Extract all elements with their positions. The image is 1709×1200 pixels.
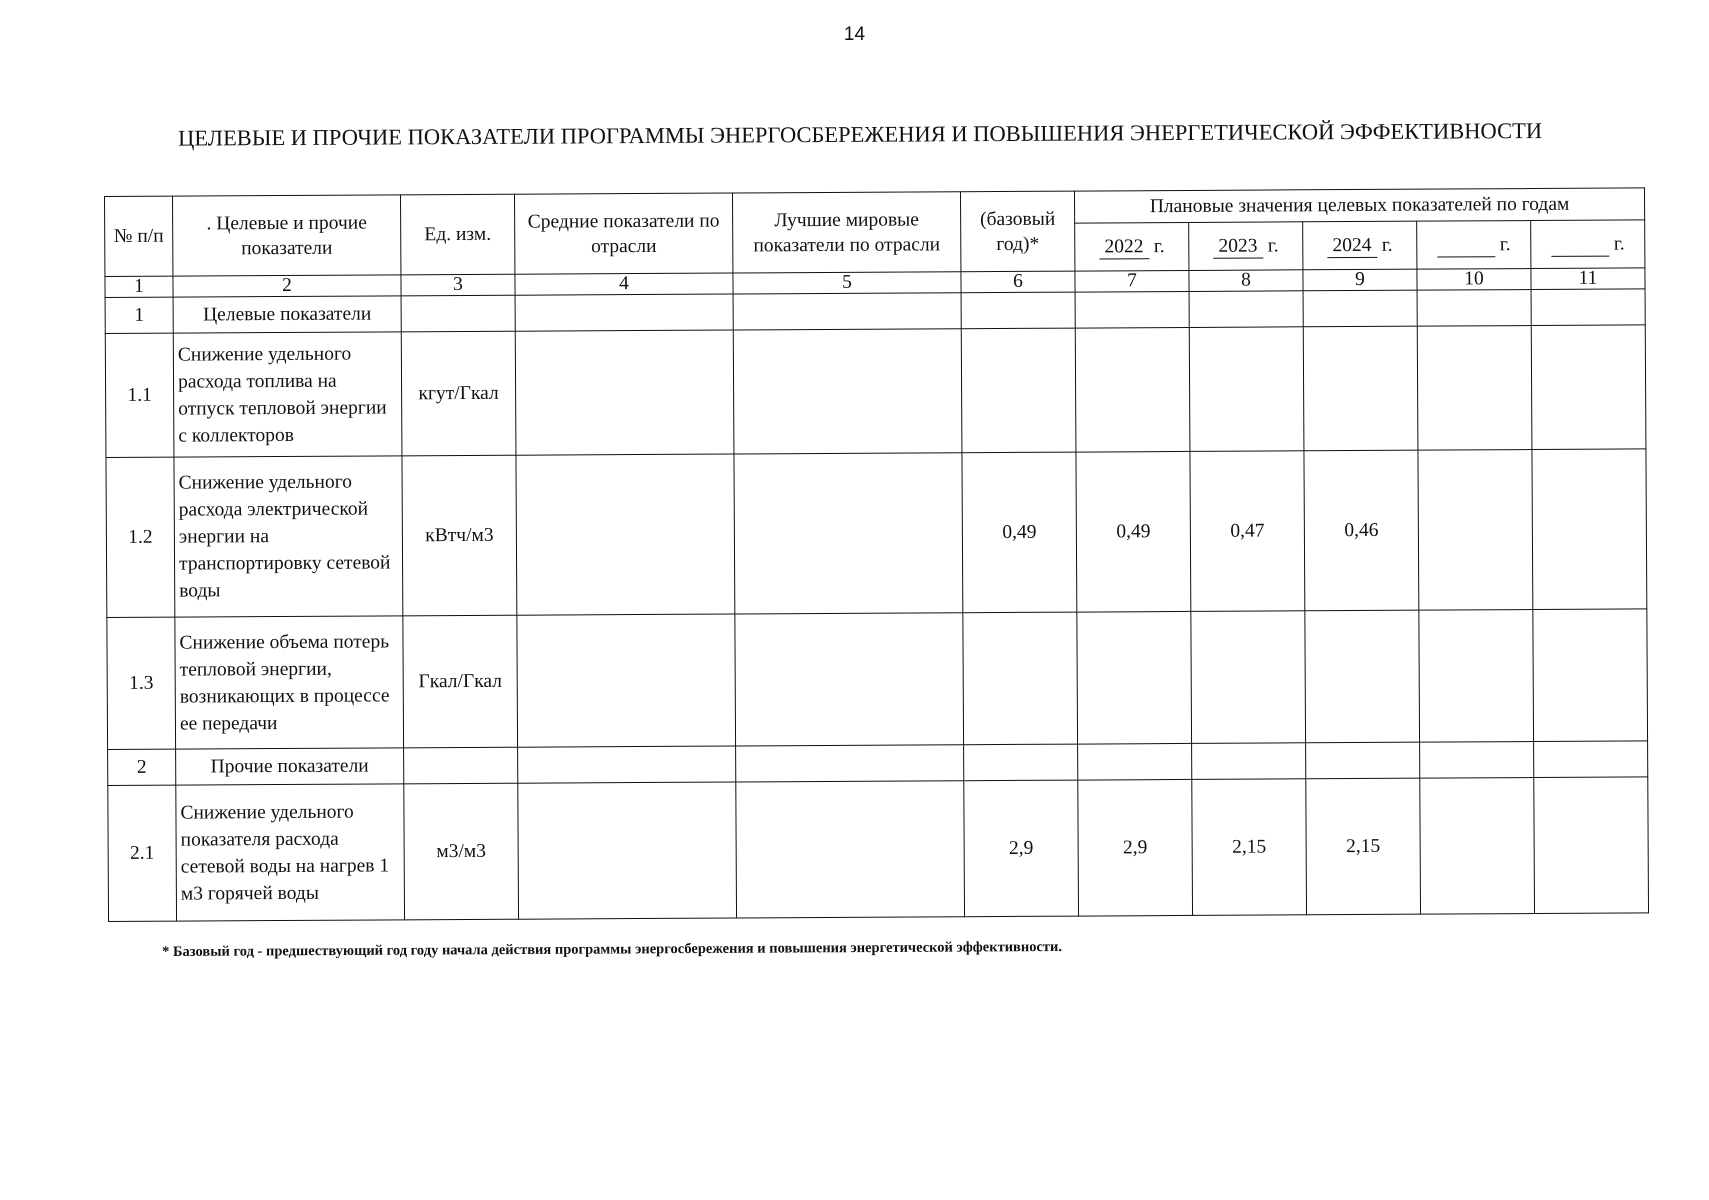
row-year-3-value: [1303, 290, 1417, 327]
row-year-3-value: [1306, 742, 1420, 779]
column-number: 5: [733, 272, 961, 294]
row-industry-average: [516, 454, 735, 615]
header-year-1: [1075, 222, 1189, 271]
row-indicator: Снижение удельного расхода топлива на отпуск тепловой энергии с коллекторов: [173, 332, 402, 457]
row-year-2-value: 2,15: [1192, 779, 1307, 916]
row-indicator: Целевые показатели: [173, 296, 401, 333]
indicators-table: [104, 187, 1649, 922]
row-year-4-value: [1418, 450, 1533, 611]
row-indicator: Снижение удельного расхода электрической энергии на транспортировку сетевой воды: [174, 456, 403, 617]
row-year-1-value: [1078, 743, 1192, 780]
row-year-5-value: [1533, 609, 1648, 742]
row-year-5-value: [1534, 741, 1648, 778]
row-industry-average: [518, 746, 736, 783]
row-year-3-value: [1305, 610, 1420, 743]
row-base-value: [961, 292, 1075, 329]
row-year-3-value: [1303, 326, 1418, 451]
column-number: 6: [961, 271, 1075, 293]
year-suffix: г.: [1267, 235, 1279, 257]
row-year-2-value: [1192, 743, 1306, 780]
table-row: [107, 609, 1648, 750]
row-unit: Гкал/Гкал: [403, 615, 518, 748]
row-base-value: [963, 612, 1078, 745]
row-world-best: [734, 453, 963, 614]
row-year-2-value: 0,47: [1190, 451, 1305, 612]
year-suffix: г.: [1499, 234, 1511, 256]
row-base-value: [964, 744, 1078, 781]
header-world-best: Лучшие мировые показатели по отрасли: [732, 192, 960, 273]
header-unit: Ед. изм.: [400, 194, 514, 275]
row-num: 1.2: [106, 457, 175, 617]
header-year-2: [1189, 222, 1303, 271]
row-world-best: [736, 745, 964, 782]
column-number: 11: [1531, 268, 1645, 290]
row-year-3-value: 2,15: [1306, 778, 1421, 915]
page-number: 14: [843, 24, 866, 45]
header-year-5: [1531, 220, 1645, 269]
row-year-5-value: [1532, 449, 1647, 610]
row-num: 1.3: [107, 617, 176, 749]
row-year-2-value: [1189, 327, 1304, 452]
column-number: 7: [1075, 270, 1189, 292]
header-num: № п/п: [105, 196, 173, 276]
row-world-best: [733, 329, 962, 454]
row-year-2-value: [1191, 611, 1306, 744]
year-blank: [1551, 236, 1609, 257]
column-number: 3: [401, 274, 515, 296]
row-unit: [404, 747, 518, 784]
row-year-1-value: 2,9: [1078, 779, 1193, 916]
row-industry-average: [517, 614, 736, 747]
row-world-best: [735, 613, 964, 746]
year-suffix: г.: [1381, 234, 1393, 256]
row-base-value: 2,9: [964, 780, 1079, 917]
row-num: 2: [108, 749, 176, 785]
row-industry-average: [515, 330, 734, 455]
row-year-5-value: [1531, 325, 1646, 450]
footnote: * Базовый год - предшествующий год году начала действия программы энергосбережения и повышения энергетической эффективности.: [162, 938, 1063, 960]
table-row: [106, 449, 1647, 618]
row-unit: [401, 295, 515, 332]
row-unit: кВтч/м3: [402, 455, 517, 616]
column-number: 9: [1303, 269, 1417, 291]
row-year-4-value: [1420, 778, 1535, 915]
row-year-5-value: [1531, 289, 1645, 326]
row-num: 2.1: [108, 785, 177, 921]
header-base-year: (базовый год)*: [960, 191, 1074, 272]
column-number: 8: [1189, 270, 1303, 292]
table-row: [108, 777, 1649, 922]
row-indicator: Снижение удельного показателя расхода сетевой воды на нагрев 1 м3 горячей воды: [176, 784, 405, 921]
row-world-best: [736, 781, 965, 918]
year-value: 2023: [1213, 236, 1263, 259]
row-num: 1: [105, 297, 173, 333]
row-year-1-value: [1077, 611, 1192, 744]
row-base-value: [961, 328, 1076, 453]
row-industry-average: [518, 782, 737, 919]
year-suffix: г.: [1613, 233, 1625, 255]
row-year-2-value: [1189, 291, 1303, 328]
column-number: 1: [105, 276, 173, 297]
header-indicator: . Целевые и прочие показатели: [173, 195, 401, 276]
row-year-4-value: [1420, 742, 1534, 779]
header-year-3: [1303, 221, 1417, 270]
row-year-1-value: [1075, 291, 1189, 328]
year-value: 2022: [1099, 236, 1149, 259]
row-year-4-value: [1417, 290, 1531, 327]
year-suffix: г.: [1153, 236, 1165, 258]
row-year-4-value: [1417, 326, 1532, 451]
row-base-value: 0,49: [962, 452, 1077, 613]
header-industry-average: Средние показатели по отрасли: [514, 193, 732, 274]
table-row: [105, 325, 1646, 458]
header-year-4: [1417, 221, 1531, 270]
row-industry-average: [515, 294, 733, 331]
row-num: 1.1: [105, 333, 174, 457]
row-year-4-value: [1419, 610, 1534, 743]
header-plan-values: Плановые значения целевых показателей по годам: [1074, 188, 1644, 223]
row-year-3-value: 0,46: [1304, 450, 1419, 611]
row-year-5-value: [1534, 777, 1649, 914]
row-indicator: Прочие показатели: [176, 748, 404, 785]
row-unit: кгут/Гкал: [401, 331, 516, 456]
indicators-table-wrapper: [104, 187, 1649, 922]
column-number: 2: [173, 275, 401, 297]
row-year-1-value: [1075, 327, 1190, 452]
row-indicator: Снижение объема потерь тепловой энергии, возникающих в процессе ее передачи: [175, 616, 404, 749]
row-world-best: [733, 293, 961, 330]
document-title: ЦЕЛЕВЫЕ И ПРОЧИЕ ПОКАЗАТЕЛИ ПРОГРАММЫ ЭНЕРГОСБЕРЕЖЕНИЯ И ПОВЫШЕНИЯ ЭНЕРГЕТИЧЕСКОЙ ЭФФЕКТИВНОСТИ: [177, 118, 1543, 151]
year-blank: [1437, 236, 1495, 257]
column-number: 10: [1417, 269, 1531, 291]
row-unit: м3/м3: [404, 783, 519, 920]
column-number: 4: [515, 273, 733, 295]
row-year-1-value: 0,49: [1076, 451, 1191, 612]
year-value: 2024: [1327, 235, 1377, 258]
